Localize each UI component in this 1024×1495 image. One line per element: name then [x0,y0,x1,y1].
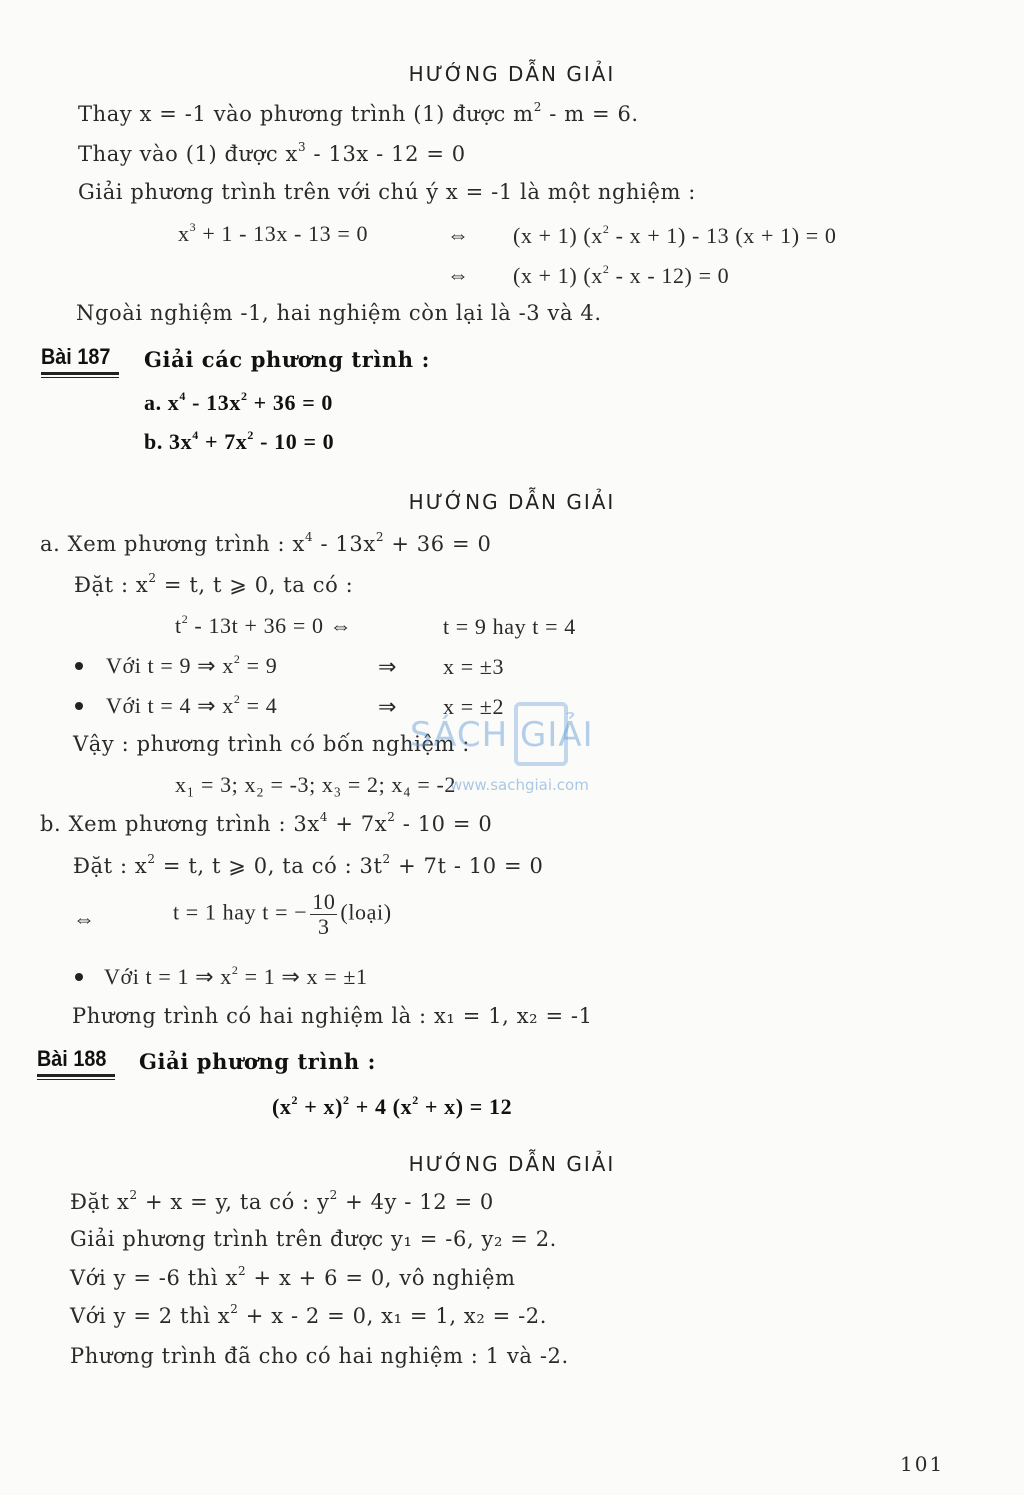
watermark-url: www.sachgiai.com [450,776,589,794]
roots-line: x₁ = 3; x₂ = -3; x₃ = 2; x₄ = -2 [175,772,456,797]
text-line: Đặt $x^2 + x = y$, ta có : $y^2 + 4y - 12 = 0$ [70,1188,494,1214]
watermark-logo: SÁCH GIẢI [410,715,594,755]
exercise-title: Giải phương trình : [139,1049,377,1074]
text-line: a. Xem phương trình : $x^4 - 13x^2 + 36 = 0$ [40,530,492,556]
text-line: Với y = 2 thì $x^2 + x - 2 = 0$, x₁ = 1, x₂ = -2. [70,1302,548,1328]
text-line: Đặt : $x^2 = t$, t ⩾ 0, ta có : $3t^2 + 7t - 10 = 0$ [73,852,544,878]
text-line: Thay x = -1 vào phương trình (1) được $m^2 - m = 6$. [78,100,639,126]
exercise-underline [37,1079,115,1080]
equation-result: x = ±3 [443,654,505,679]
heading-huong-dan-giai-2: HƯỚNG DẪN GIẢI [408,490,616,514]
text-line: Thay vào (1) được $x^3 - 13x - 12 = 0$ [78,140,466,166]
equation-line: Với t = 4 ⇒ $x^2 = 4$ [106,692,278,718]
equation-result: t = 9 hay t = 4 [443,614,576,639]
equation-line: $t^2 - 13t + 36 = 0$ ⇔ [175,612,353,638]
equation-line: t = 1 hay t = − $\frac{10}{3}$ (loại) [173,889,392,939]
equation-line: (x + 1) $(x^2 - x + 1) - 13$ (x + 1) = 0 [513,222,837,248]
text-line: Với y = -6 thì $x^2 + x + 6 = 0$, vô nghiệm [70,1264,516,1290]
bullet-icon [75,973,83,981]
equation-result: x = ±2 [443,694,505,719]
heading-huong-dan-giai-3: HƯỚNG DẪN GIẢI [408,1152,616,1176]
exercise-underline [41,372,119,375]
bullet-icon [75,662,83,670]
implies-symbol: ⇒ [378,654,398,679]
text-line: Phương trình có hai nghiệm là : x₁ = 1, x₂ = -1 [72,1004,593,1028]
exercise-underline [37,1074,115,1077]
bullet-icon [75,702,83,710]
exercise-label-188: Bài 188 [37,1046,107,1071]
fraction: $\frac{10}{3}$ [312,889,336,939]
text-line: Ngoài nghiệm -1, hai nghiệm còn lại là -3 và 4. [76,301,602,325]
exercise-part-b: b. $3x^4 + 7x^2 - 10 = 0$ [144,428,335,454]
exercise-underline [41,377,119,378]
text-line: Phương trình đã cho có hai nghiệm : 1 và -2. [70,1344,569,1368]
implies-symbol: ⇒ [378,694,398,719]
text-line: Giải phương trình trên với chú ý x = -1 là một nghiệm : [78,180,696,204]
text-line: Giải phương trình trên được y₁ = -6, y₂ = 2. [70,1227,557,1251]
exercise-label-187: Bài 187 [41,344,111,369]
exercise-title: Giải các phương trình : [144,347,430,372]
equivalence-symbol: ⇔ [447,262,470,287]
text-line: b. Xem phương trình : $3x^4 + 7x^2 - 10 = 0$ [40,810,493,836]
equivalence-symbol: ⇔ [447,222,470,247]
equation-line: Với t = 1 ⇒ $x^2 = 1$ ⇒ x = ±1 [104,963,368,989]
exercise-part-a: a. $x^4 - 13x^2 + 36 = 0$ [144,389,334,415]
page-number: 101 [900,1452,945,1476]
text-line: Đặt : $x^2 = t$, t ⩾ 0, ta có : [74,571,354,597]
equivalence-symbol: ⇔ [73,906,96,931]
heading-huong-dan-giai-1: HƯỚNG DẪN GIẢI [408,62,616,86]
equation-line: $x^3 + 1 - 13x - 13 = 0$ [178,220,369,246]
text-line: Vậy : phương trình có bốn nghiệm : [73,732,470,756]
exercise-equation: $(x^2 + x)^2 + 4$ $(x^2 + x) = 12$ [272,1093,513,1119]
equation-line: (x + 1) $(x^2 - x - 12) = 0$ [513,262,730,288]
equation-line: Với t = 9 ⇒ $x^2 = 9$ [106,652,278,678]
